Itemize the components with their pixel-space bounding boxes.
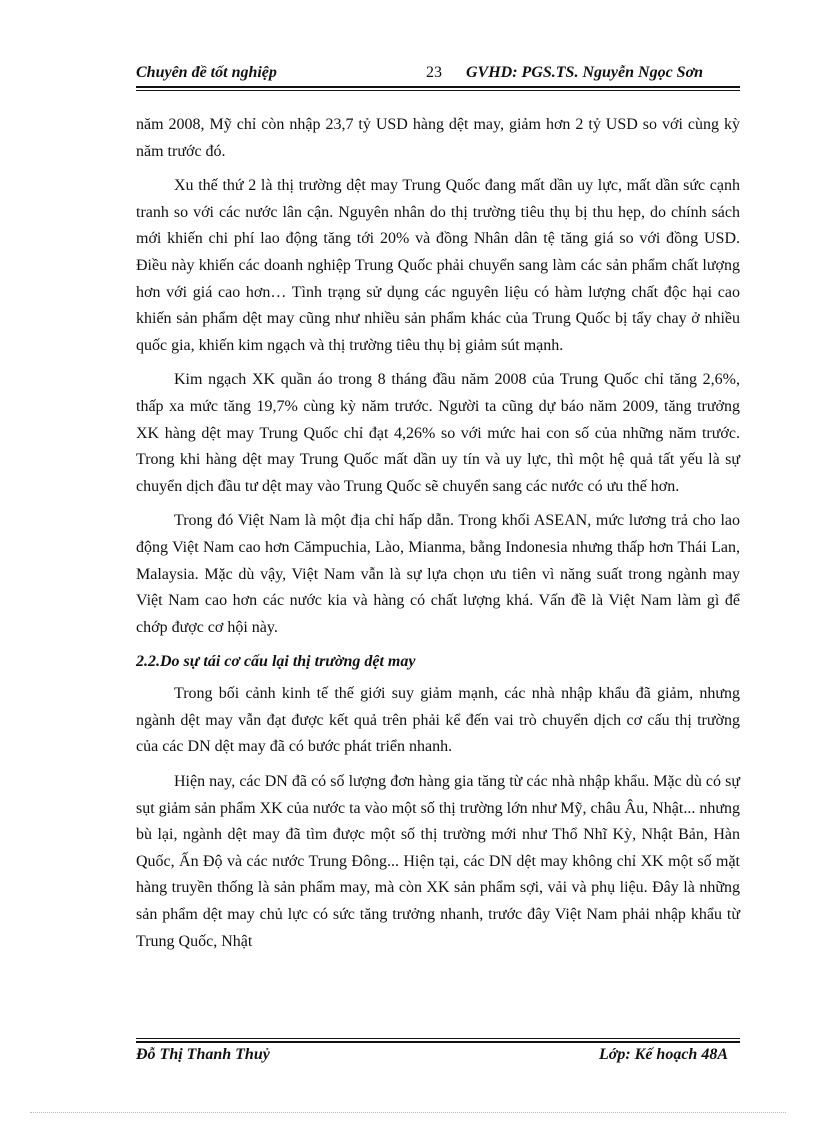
page-number: 23 (426, 64, 442, 81)
page-edge-divider (30, 1112, 786, 1113)
header-rule-thin (136, 90, 740, 91)
paragraph-5: Trong bối cảnh kinh tế thế giới suy giảm mạnh, các nhà nhập khẩu đã giảm, nhưng ngành dệt may vẫn đạt được kết quả trên phải kể đến vai trò chuyển dịch cơ cấu thị trường của các DN dệt may đã có bước phát triển nhanh. (136, 685, 740, 756)
class-label: Lớp: Kế hoạch 48A (598, 1046, 728, 1063)
paragraph-6: Hiện nay, các DN đã có số lượng đơn hàng gia tăng từ các nhà nhập khẩu. Mặc dù có sự sụt giảm sản phẩm XK của nước ta vào một số thị trường lớn như Mỹ, châu Âu, Nhật... nhưng bù lại, ngành dệt may đã tìm được một số thị trường mới như Thổ Nhĩ Kỳ, Nhật Bản, Hàn Quốc, Ấn Độ và các nước Trung Đông... Hiện tại, các DN dệt may không chỉ XK một số mặt hàng truyền thống là sản phẩm may, mà còn XK sản phẩm sợi, vải và phụ liệu. Đây là những sản phẩm dệt may chủ lực có sức tăng trưởng nhanh, trước đây Việt Nam phải nhập khẩu từ Trung Quốc, Nhật (136, 773, 740, 950)
paragraph-3: Kim ngạch XK quần áo trong 8 tháng đầu năm 2008 của Trung Quốc chỉ tăng 2,6%, thấp xa mức tăng 19,7% cùng kỳ năm trước. Người ta cũng dự báo năm 2009, tăng trưởng XK hàng dệt may Trung Quốc chỉ đạt 4,26% so với mức hai con số của những năm trước. Trong khi hàng dệt may Trung Quốc mất dần uy tín và uy lực, thì một hệ quả tất yếu là sự chuyển dịch đầu tư dệt may vào Trung Quốc sẽ chuyển sang các nước có ưu thế hơn. (136, 371, 740, 495)
header-rule-thick (136, 86, 740, 88)
footer-rule-thin (136, 1038, 740, 1039)
paragraph-2: Xu thế thứ 2 là thị trường dệt may Trung Quốc đang mất dần uy lực, mất dần sức cạnh tranh so với các nước lân cận. Nguyên nhân do thị trường tiêu thụ bị thu hẹp, do chính sách mới khiến chi phí lao động tăng tới 20% và đồng Nhân dân tệ tăng giá so với đồng USD. Điều này khiến các doanh nghiệp Trung Quốc phải chuyển sang làm các sản phẩm chất lượng hơn với giá cao hơn… Tình trạng sử dụng các nguyên liệu có hàm lượng chất độc hại cao khiến sản phẩm dệt may cũng như nhiều sản phẩm khác của Trung Quốc bị tẩy chay ở nhiều quốc gia, khiến kim ngạch và thị trường tiêu thụ bị giảm sút mạnh. (136, 177, 740, 354)
author-name: Đỗ Thị Thanh Thuỷ (136, 1046, 270, 1063)
paragraph-4: Trong đó Việt Nam là một địa chỉ hấp dẫn. Trong khối ASEAN, mức lương trả cho lao động Việt Nam cao hơn Cămpuchia, Lào, Mianma, bằng Indonesia nhưng thấp hơn Thái Lan, Malaysia. Mặc dù vậy, Việt Nam vẫn là sự lựa chọn ưu tiên vì năng suất trong ngành may Việt Nam cao hơn các nước kia và hàng có chất lượng khá. Vấn đề là Việt Nam làm gì để chớp được cơ hội này. (136, 512, 740, 636)
body-text (136, 112, 740, 963)
section-heading: 2.2.Do sự tái cơ cấu lại thị trường dệt may (136, 653, 416, 671)
supervisor-label: GVHD: PGS.TS. Nguyễn Ngọc Sơn (466, 64, 704, 81)
paragraph-1: năm 2008, Mỹ chỉ còn nhập 23,7 tỷ USD hàng dệt may, giảm hơn 2 tỷ USD so với cùng kỳ năm trước đó. (136, 116, 740, 160)
document-title: Chuyên đề tốt nghiệp (136, 64, 277, 81)
footer-rule-thick (136, 1041, 740, 1043)
page-header (136, 60, 740, 86)
